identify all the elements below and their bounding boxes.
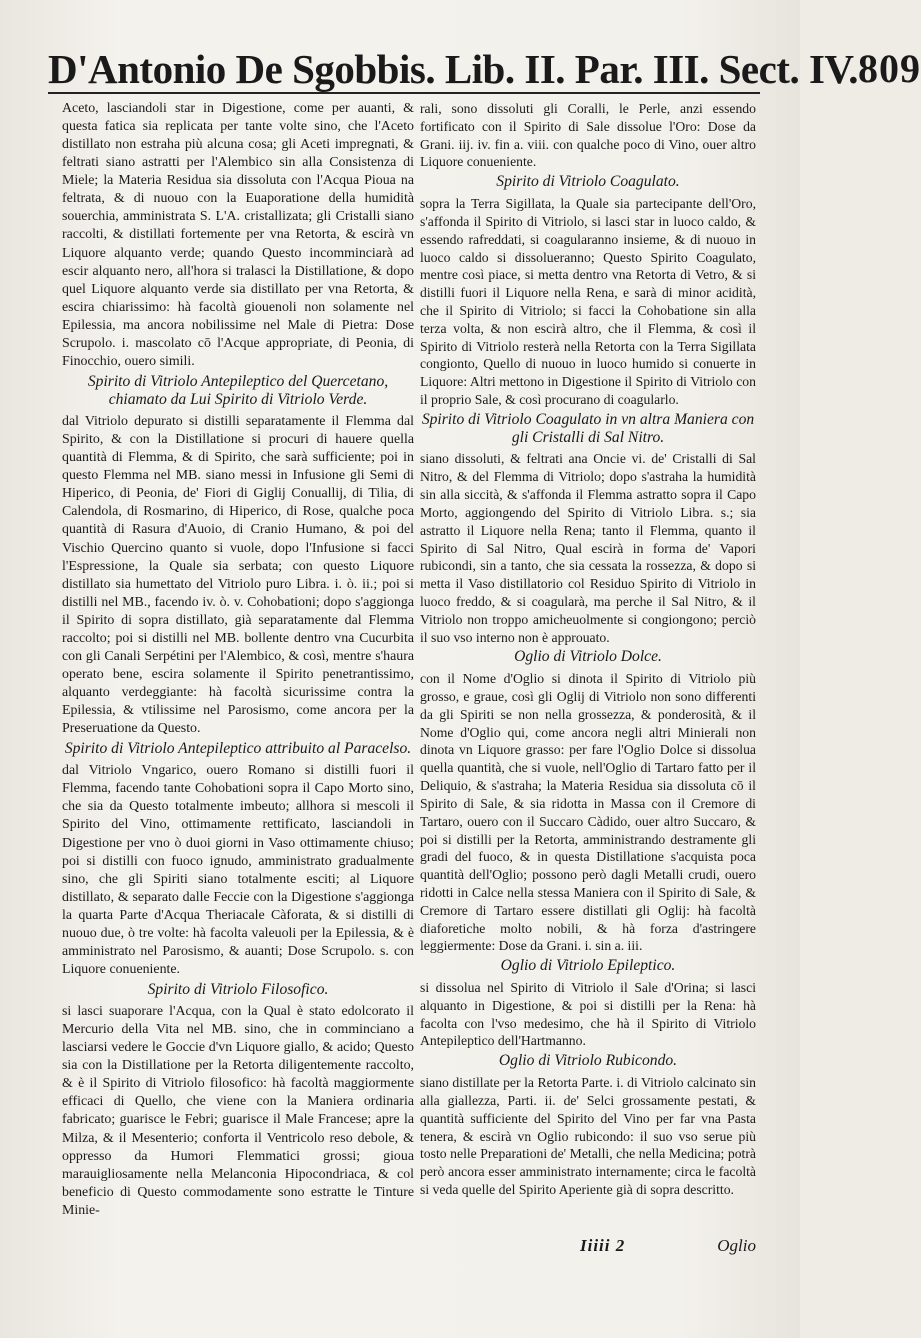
paragraph: con il Nome d'Oglio si dinota il Spirito di Vitriolo più grosso, e graue, così gli Oglij di Vitriolo non sono differenti da gli Spiriti se non nella grossezza, & ponderosità, & il Nome d'Oglio qui, come ancora negli altri Minierali non dinota vn Liquore grasso: per fare l'Oglio Dolce si dissolua quella quantità, che si vuole, nell'Oglio di Tartaro fatto per il Deliquio, & s'astraha; la Materia Residua sia dissoluta cō il Spirito di Sale, & sia ridotta in Massa con il Cremore di Tartaro, ouero con il Succaro Càdido, ouer altro Succaro, & poi si distilli per la Retorta, amministrando destramente gli gradi del fuoco, & in questa Distillatione s'acquista poca quantità dell'Oglio; possono però dagli Metalli crudi, ouero ridotti in Calce nella stessa Maniera con il Spirito di Sale, & Cremore di Tartaro essere distillati gli Oglij: hà facoltà diaforetiche molto nobili, & hà forza d'astringere leggiermente: Dose da Grani. i. sin a. iii. <box>420 671 756 954</box>
page-footer <box>420 1236 756 1256</box>
paragraph: rali, sono dissoluti gli Coralli, le Perle, anzi essendo fortificato con il Spirito di Sale dissolue l'Oro: Dose da Grani. iij. iv. fin a. viii. con qualche poco di Vino, ouer altro Liquore conueniente. <box>420 101 756 170</box>
paragraph: si lasci suaporare l'Acqua, con la Qual è stato edolcorato il Mercurio della Vita nel MB. sino, che in comminciano a lasciarsi vedere le Goccie d'vn Liquore giallo, & acido; Questo sia con la Distillatione per la Retorta diligentemente raccolto, & è il Spirito di Vitriolo filosofico: hà facoltà maggiormente efficaci di Quello, che viene con la Maniera ordinaria fabricato; guarisce le Febri; guarisce il Male Francese; apre la Milza, & il Mesenterio; conforta il Ventricolo reso debole, & oppresso da Humori Flemmatici grossi; gioua marauigliosamente nella Melanconia Hipocondriaca, & col beneficio di Questo commodamente sono estratte le Tinture Minie- <box>62 1004 414 1218</box>
paragraph: sopra la Terra Sigillata, la Quale sia partecipante dell'Oro, s'affonda il Spirito di Vitriolo, si lasci star in luoco caldo, & essendo rafreddati, si coagularanno insieme, & di nuouo in luoco caldo si dissolueranno; Questo Spirito Coagulato, mentre così piace, si metta dentro vna Retorta di Vetro, & si distilli fuori il Liquore nella Rena, e sarà di minor acidità, che il Spirito di Vitriolo; si facci la Cohobatione sin alla terza volta, & non escirà altro, che il Flemma, & così il Spirito di Vitriolo resterà nella Retorta con la Terra Sigillata congionto, Quello di nuouo in luoco humido si conuerte in Liquore: Altri mettono in Digestione il Spirito di Vitriolo con il proprio Sale, & così procurano di coagularlo. <box>420 196 756 407</box>
signature-mark: Iiiii 2 <box>580 1236 626 1255</box>
section-heading: Oglio di Vitriolo Rubicondo. <box>498 1052 678 1070</box>
section-heading: Spirito di Vitriolo Coagulato in vn altra Maniera con gli Cristalli di Sal Nitro. <box>421 410 755 446</box>
paragraph: dal Vitriolo Vngarico, ouero Romano si distilli fuori il Flemma, facendo tante Cohobationi sopra il Capo Morto sino, che sia da Questo totalmente imbeuto; allhora si mescoli il Spirito del Vino, ottimamente rettificato, lasciandoli in Digestione per vno ò duoi giorni in Vaso ottimamente chiuso; poi si distilli con fuoco ignudo, amministrato gradualmente sino, che gli Spiriti siano totalmente esciti; al Liquore distillato, & separato dalle Feccie con la Digestione s'aggionga la quarta Parte d'Acqua Theriacale Càforata, & si distilli di nuouo due, ò tre volte: hà facolta valeuoli per la Epilessia, & è amministrato nel Parosismo, & auanti; Dose Scrupolo. s. con Liquore conueniente. <box>62 763 414 977</box>
right-text-column <box>420 100 756 1199</box>
section-heading: Spirito di Vitriolo Coagulato. <box>496 173 680 191</box>
catchword: Oglio <box>717 1236 756 1255</box>
page-number: 809 <box>858 46 921 91</box>
paragraph: Aceto, lasciandoli star in Digestione, come per auanti, & questa fatica sia replicata per tante volte sino, che l'Aceto distillato non estraha più alcuna cosa; gli Aceti impregnati, & feltrati siano astratti per l'Alembico sin alla Consistenza di Miele; la Materia Residua sia dissoluta con l'Acqua Pioua na feltrata, & di nuouo con la Euaporatione della humidità souerchia, amministrata S. L'A. cristallizata; gli Cristalli siano raccolti, & distillati fortemente per vna Retorta, & escirà vn Liquore alquanto verde; quando Questo incomminciarà ad escir alquanto nero, all'hora si tralasci la Distillatione, & dopo quel Liquore alquanto verde sia distillato per vna Retorta, & escira chiarissimo: hà facoltà giouenoli non solamente nel Epilessia, ma ancora nobilissime nel Male di Pietra: Dose Scrupolo. i. mascolato cō l'Acque appropriate, di Peonia, di Finocchio, ouero simili. <box>62 101 414 369</box>
page-header-title: D'Antonio De Sgobbis. Lib. II. Par. III. Sect. IV. <box>48 46 858 92</box>
section-heading: Spirito di Vitriolo Filosofico. <box>147 981 329 998</box>
paragraph: dal Vitriolo depurato si distilli separatamente il Flemma dal Spirito, & con la Distillatione si procuri di hauere quella quantità di Flemma, & di Spirito, che sarà sufficiente; poi in questo Flemma nel MB. siano messi in Infusione gli Semi di Hiperico, di Peonia, de' Fiori di Giglij Conuallij, di Tilia, di Calendola, di Rosmarino, di Hiperico, di Rose, qualche poca quantità di Rasura d'Auoio, di Cranio Humano, & poi del Vischio Quercino quanto si vuole, dopo l'Infusione si facci l'Espressione, la Quale sia serbata; con questo Liquore distillato sia humettato del Vitriolo puro Libra. i. ò. ii.; poi si distilli nel MB., facendo iv. ò. v. Cohobationi; dopo s'aggionga il Spirito di sopra distillato, già separatamente dal Flemma raccolto; poi si distilli nel MB. bollente dentro vna Cucurbita con gli Canali Serpétini per l'Alembico, & così, mentre s'haura operato bene, escira solamente il Spirito penetrantissimo, alquanto verdeggiante: hà facoltà sicurissime contra la Epilessia, & vtilissime nel Parosismo, come ancora per la Preseruatione da Questo. <box>62 414 414 737</box>
paragraph: siano distillate per la Retorta Parte. i. di Vitriolo calcinato sin alla giallezza, Parti. ii. de' Selci grossamente pestati, & quantità sufficiente del Spirito del Vino per far vna Pasta tenera, & escirà vn Oglio rubicondo: il suo vso serue più tosto nelle Preparationi de' Metalli, che nella Medicina; potrà però ancora esser amministrato internamente; circa le facoltà si veda quelle del Spirito Aperiente già di sopra descritto. <box>420 1075 756 1197</box>
section-heading: Spirito di Vitriolo Antepileptico attribuito al Paracelso. <box>64 740 412 758</box>
section-heading: Spirito di Vitriolo Antepileptico del Quercetano, chiamato da Lui Spirito di Vitriolo Verde. <box>87 372 389 408</box>
section-heading: Oglio di Vitriolo Epileptico. <box>500 957 676 975</box>
running-header <box>48 42 921 94</box>
section-heading: Oglio di Vitriolo Dolce. <box>514 648 662 666</box>
paragraph: si dissolua nel Spirito di Vitriolo il Sale d'Orina; si lasci alquanto in Digestione, & poi si distilli per la Rena: hà facolta con l'vso medesimo, che hà il Spirito di Vitriolo Antepileptico dell'Hartmanno. <box>420 980 756 1049</box>
left-text-column <box>62 100 414 1220</box>
paragraph: siano dissoluti, & feltrati ana Oncie vi. de' Cristalli di Sal Nitro, & del Flemma di Vitriolo; dopo s'astraha la humidità sin alla siccità, & s'affonda il Flemma astratto sopra il Capo Morto, aggiongendo del Spirito di Vitriolo Libra. s.; sia astratto il Liquore nella Rena; tanto il Flemma, quanto il Spirito di Sal Nitro, Qual escirà in forma de' Vapori rubicondi, sin a tanto, che sia cessata la rossezza, & dopo si metta il Vaso distillatorio col Residuo Spirito di Vitriolo in luoco freddo, & si coagularà, ma perche il Sal Nitro, & il Vitriolo non troppo amicheuolmente si congiongono; perciò il suo vso interno non è approuato. <box>420 451 756 645</box>
